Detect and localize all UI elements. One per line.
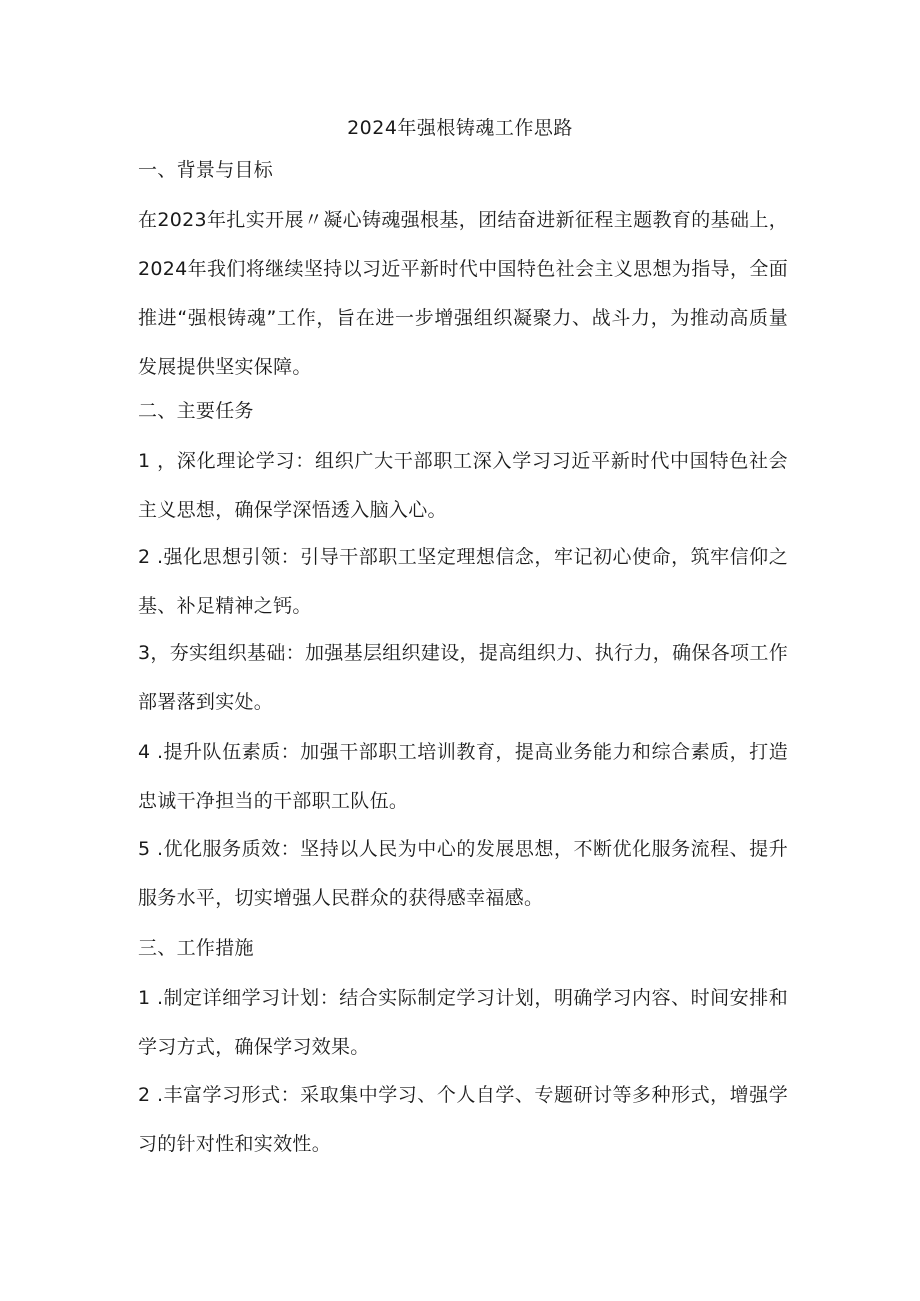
measure-item-2: 2 .丰富学习形式：采取集中学习、个人自学、专题研讨等多种形式，增强学习的针对性和实效性。 — [138, 1084, 788, 1155]
section-heading-background: 一、背景与目标 — [138, 159, 274, 181]
paragraph-background: 在2023年扎实开展〃凝心铸魂强根基，团结奋进新征程主题教育的基础上，2024年我们将继续坚持以习近平新时代中国特色社会主义思想为指导，全面推进“强根铸魂”工作，旨在进一步增强组织凝聚力、战斗力，为推动高质量发展提供坚实保障。 — [138, 209, 788, 378]
section-heading-tasks: 二、主要任务 — [138, 400, 254, 422]
section-heading-measures: 三、工作措施 — [138, 937, 254, 959]
task-item-4: 4 .提升队伍素质：加强干部职工培训教育，提高业务能力和综合素质，打造忠诚干净担当的干部职工队伍。 — [138, 741, 788, 812]
task-item-5: 5 .优化服务质效：坚持以人民为中心的发展思想，不断优化服务流程、提升服务水平，切实增强人民群众的获得感幸福感。 — [138, 838, 788, 909]
task-item-1: 1 ，深化理论学习：组织广大干部职工深入学习习近平新时代中国特色社会主义思想，确保学深悟透入脑入心。 — [138, 450, 788, 521]
task-item-2: 2 .强化思想引领：引导干部职工坚定理想信念，牢记初心使命，筑牢信仰之基、补足精神之钙。 — [138, 546, 788, 617]
task-item-3: 3，夯实组织基础：加强基层组织建设，提高组织力、执行力，确保各项工作部署落到实处。 — [138, 642, 788, 713]
measure-item-1: 1 .制定详细学习计划：结合实际制定学习计划，明确学习内容、时间安排和学习方式，确保学习效果。 — [138, 987, 788, 1058]
document-title: 2024年强根铸魂工作思路 — [347, 117, 573, 139]
